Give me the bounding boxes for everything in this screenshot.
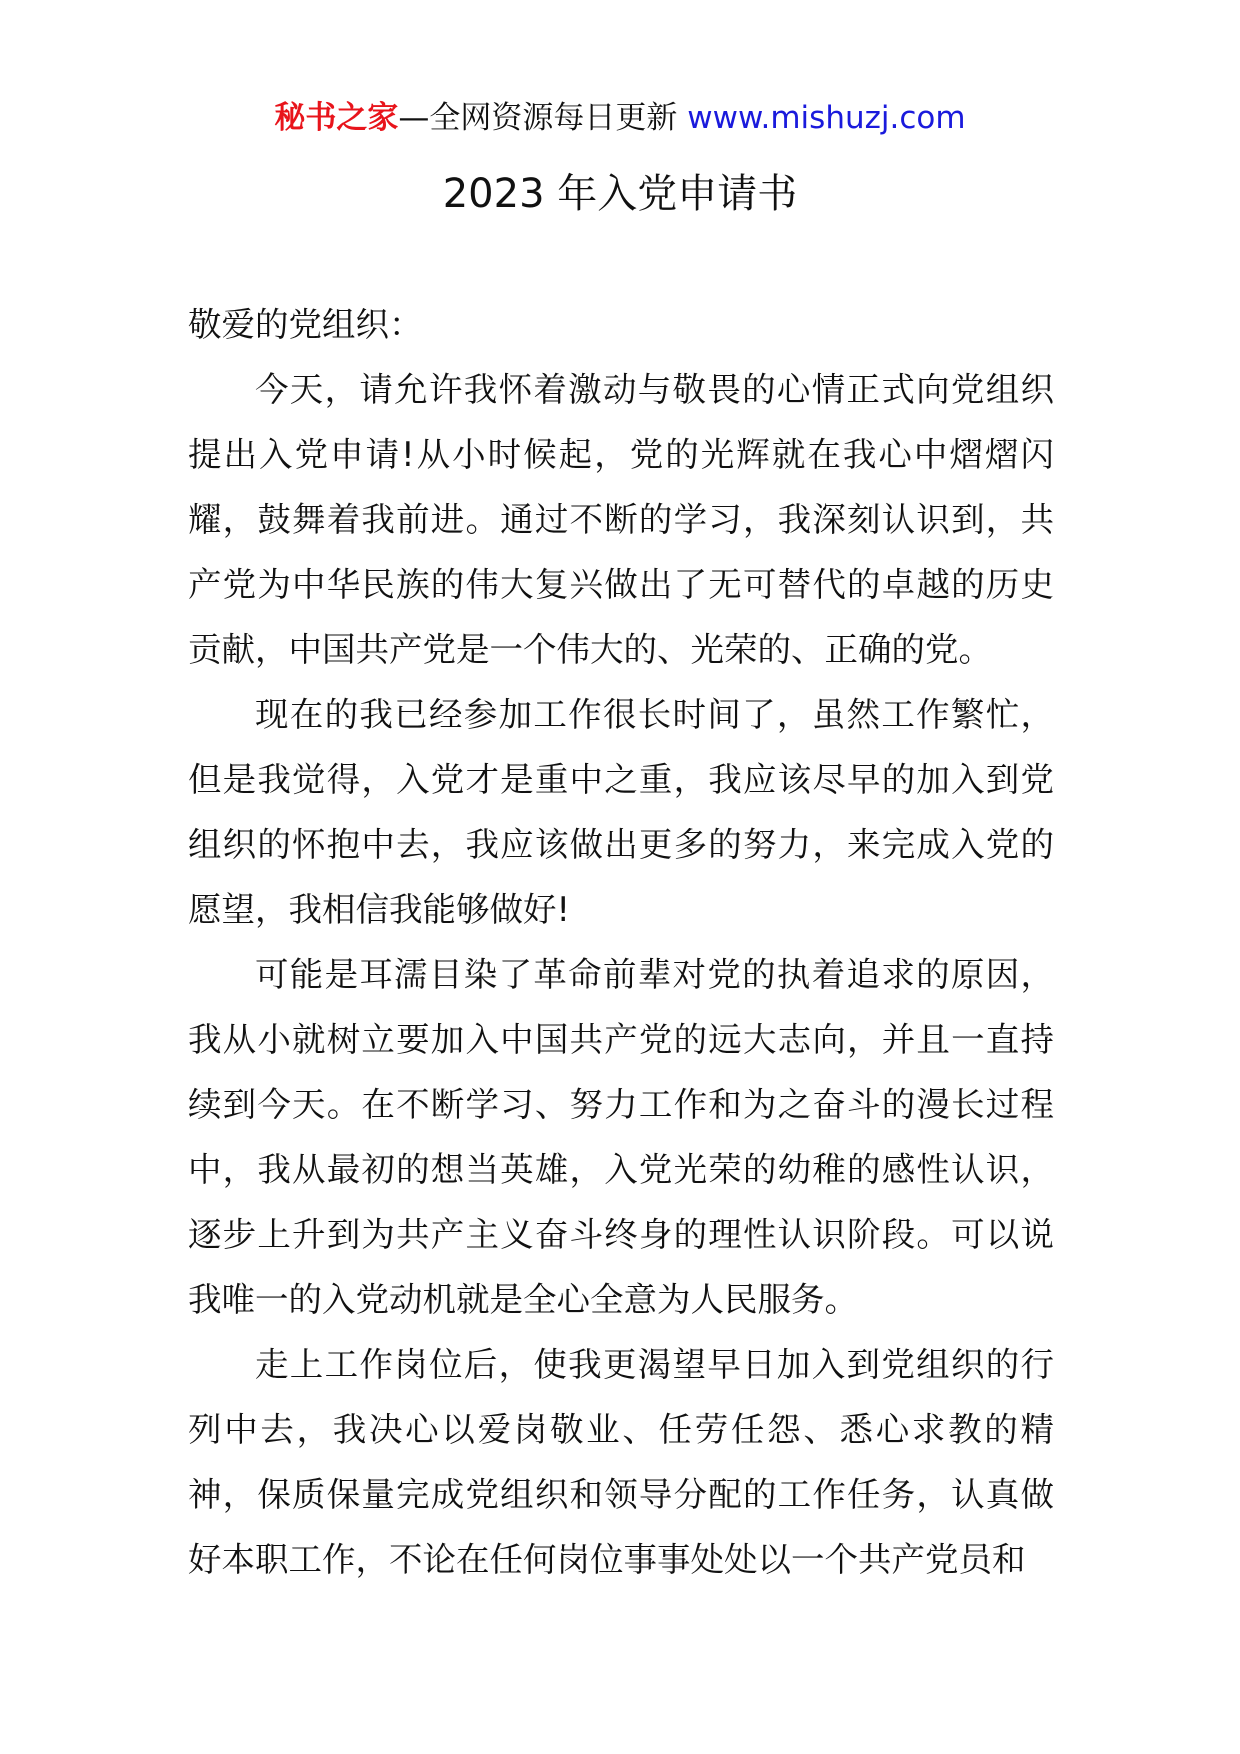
paragraph: 走上工作岗位后，使我更渴望早日加入到党组织的行列中去，我决心以爱岗敬业、任劳任怨、悉心求教的精神，保质保量完成党组织和领导分配的工作任务，认真做好本职工作，不论在任何岗位事事处处以一个共产党员和 [188,1345,1054,1579]
paragraph: 今天，请允许我怀着激动与敬畏的心情正式向党组织提出入党申请!从小时候起，党的光辉就在我心中熠熠闪耀，鼓舞着我前进。通过不断的学习，我深刻认识到，共产党为中华民族的伟大复兴做出了无可替代的卓越的历史贡献，中国共产党是一个伟大的、光荣的、正确的党。 [188,370,1054,669]
document-body [188,292,1054,1592]
header-tagline: —全网资源每日更新 [398,100,688,136]
brand-name: 秘书之家 [274,100,399,136]
site-url: www.mishuzj.com [687,100,966,136]
document-title: 2023 年入党申请书 [442,171,798,217]
salutation: 敬爱的党组织： [188,305,423,344]
site-header [0,98,1240,138]
paragraph: 可能是耳濡目染了革命前辈对党的执着追求的原因，我从小就树立要加入中国共产党的远大志向，并且一直持续到今天。在不断学习、努力工作和为之奋斗的漫长过程中，我从最初的想当英雄，入党光荣的幼稚的感性认识，逐步上升到为共产主义奋斗终身的理性认识阶段。可以说我唯一的入党动机就是全心全意为人民服务。 [188,955,1054,1319]
paragraph: 现在的我已经参加工作很长时间了，虽然工作繁忙，但是我觉得，入党才是重中之重，我应该尽早的加入到党组织的怀抱中去，我应该做出更多的努力，来完成入党的愿望，我相信我能够做好! [188,695,1054,929]
